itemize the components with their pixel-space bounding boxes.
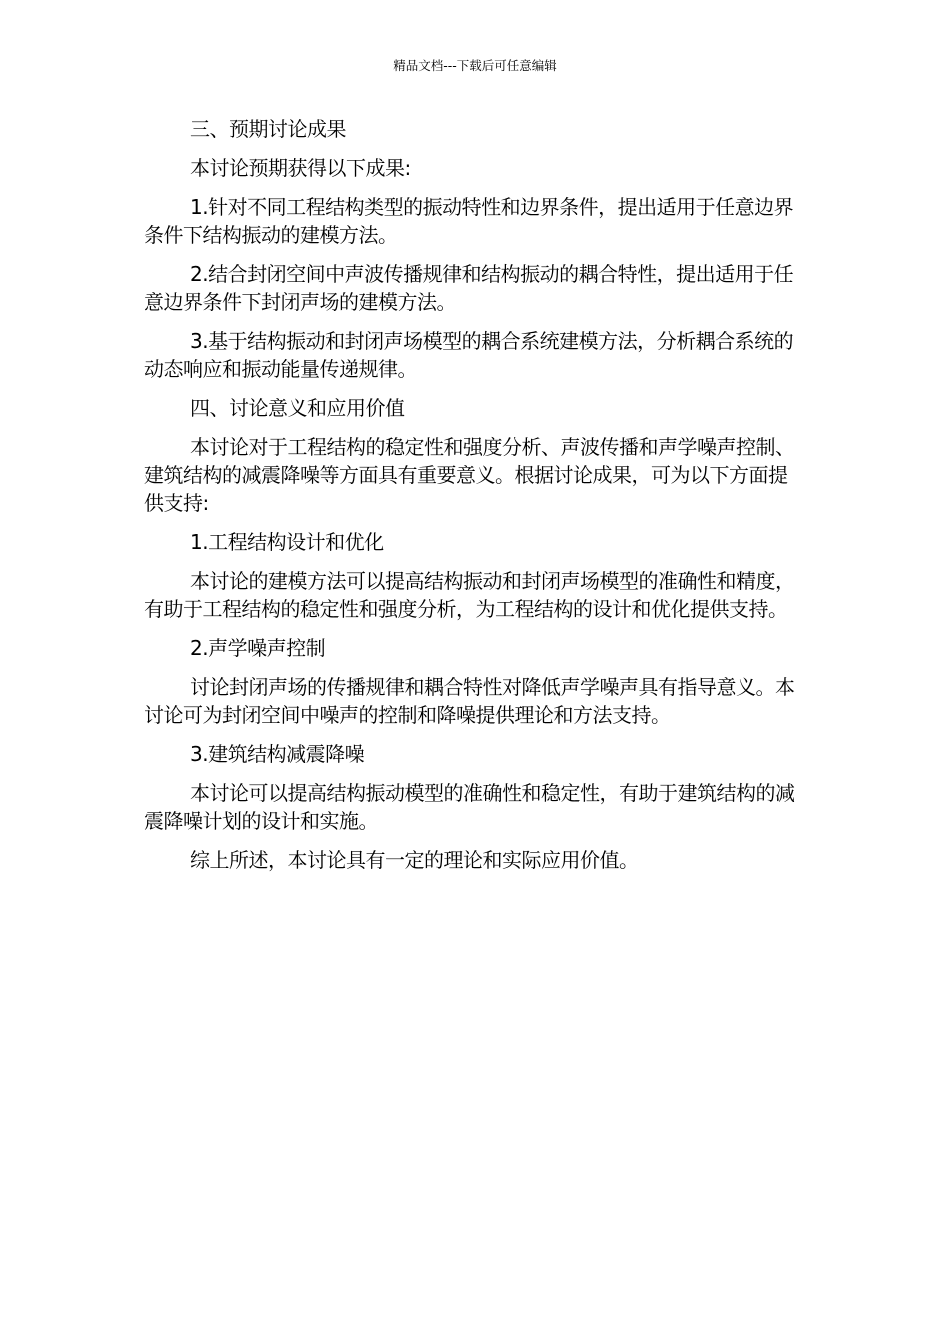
- subsection-title-2: 2.声学噪声控制: [190, 636, 326, 660]
- section-heading-4: 四、讨论意义和应用价值: [190, 396, 405, 420]
- significance-paragraph: 本讨论对于工程结构的稳定性和强度分析、声波传播和声学噪声控制、建筑结构的减震降噪等方面具有重要意义。根据讨论成果，可为以下方面提供支持:: [144, 435, 795, 515]
- outcome-item-2: 2.结合封闭空间中声波传播规律和结构振动的耦合特性，提出适用于任意边界条件下封闭声场的建模方法。: [144, 262, 794, 314]
- section-heading-3: 三、预期讨论成果: [190, 117, 346, 141]
- subsection-title-3: 3.建筑结构减震降噪: [190, 742, 365, 766]
- outcome-item-3: 3.基于结构振动和封闭声场模型的耦合系统建模方法，分析耦合系统的动态响应和振动能量传递规律。: [144, 329, 794, 381]
- conclusion-paragraph: 综上所述，本讨论具有一定的理论和实际应用价值。: [190, 848, 639, 872]
- intro-paragraph: 本讨论预期获得以下成果:: [190, 156, 411, 180]
- outcome-item-1: 1.针对不同工程结构类型的振动特性和边界条件，提出适用于任意边界条件下结构振动的建模方法。: [144, 195, 794, 247]
- subsection-text-3: 本讨论可以提高结构振动模型的准确性和稳定性，有助于建筑结构的减震降噪计划的设计和实施。: [144, 781, 795, 833]
- subsection-text-1: 本讨论的建模方法可以提高结构振动和封闭声场模型的准确性和精度，有助于工程结构的稳定性和强度分析，为工程结构的设计和优化提供支持。: [144, 569, 795, 621]
- page-header: 精品文档---下载后可任意编辑: [393, 58, 557, 73]
- subsection-title-1: 1.工程结构设计和优化: [190, 530, 384, 554]
- subsection-text-2: 讨论封闭声场的传播规律和耦合特性对降低声学噪声具有指导意义。本讨论可为封闭空间中噪声的控制和降噪提供理论和方法支持。: [144, 675, 795, 727]
- document-body: [144, 115, 804, 885]
